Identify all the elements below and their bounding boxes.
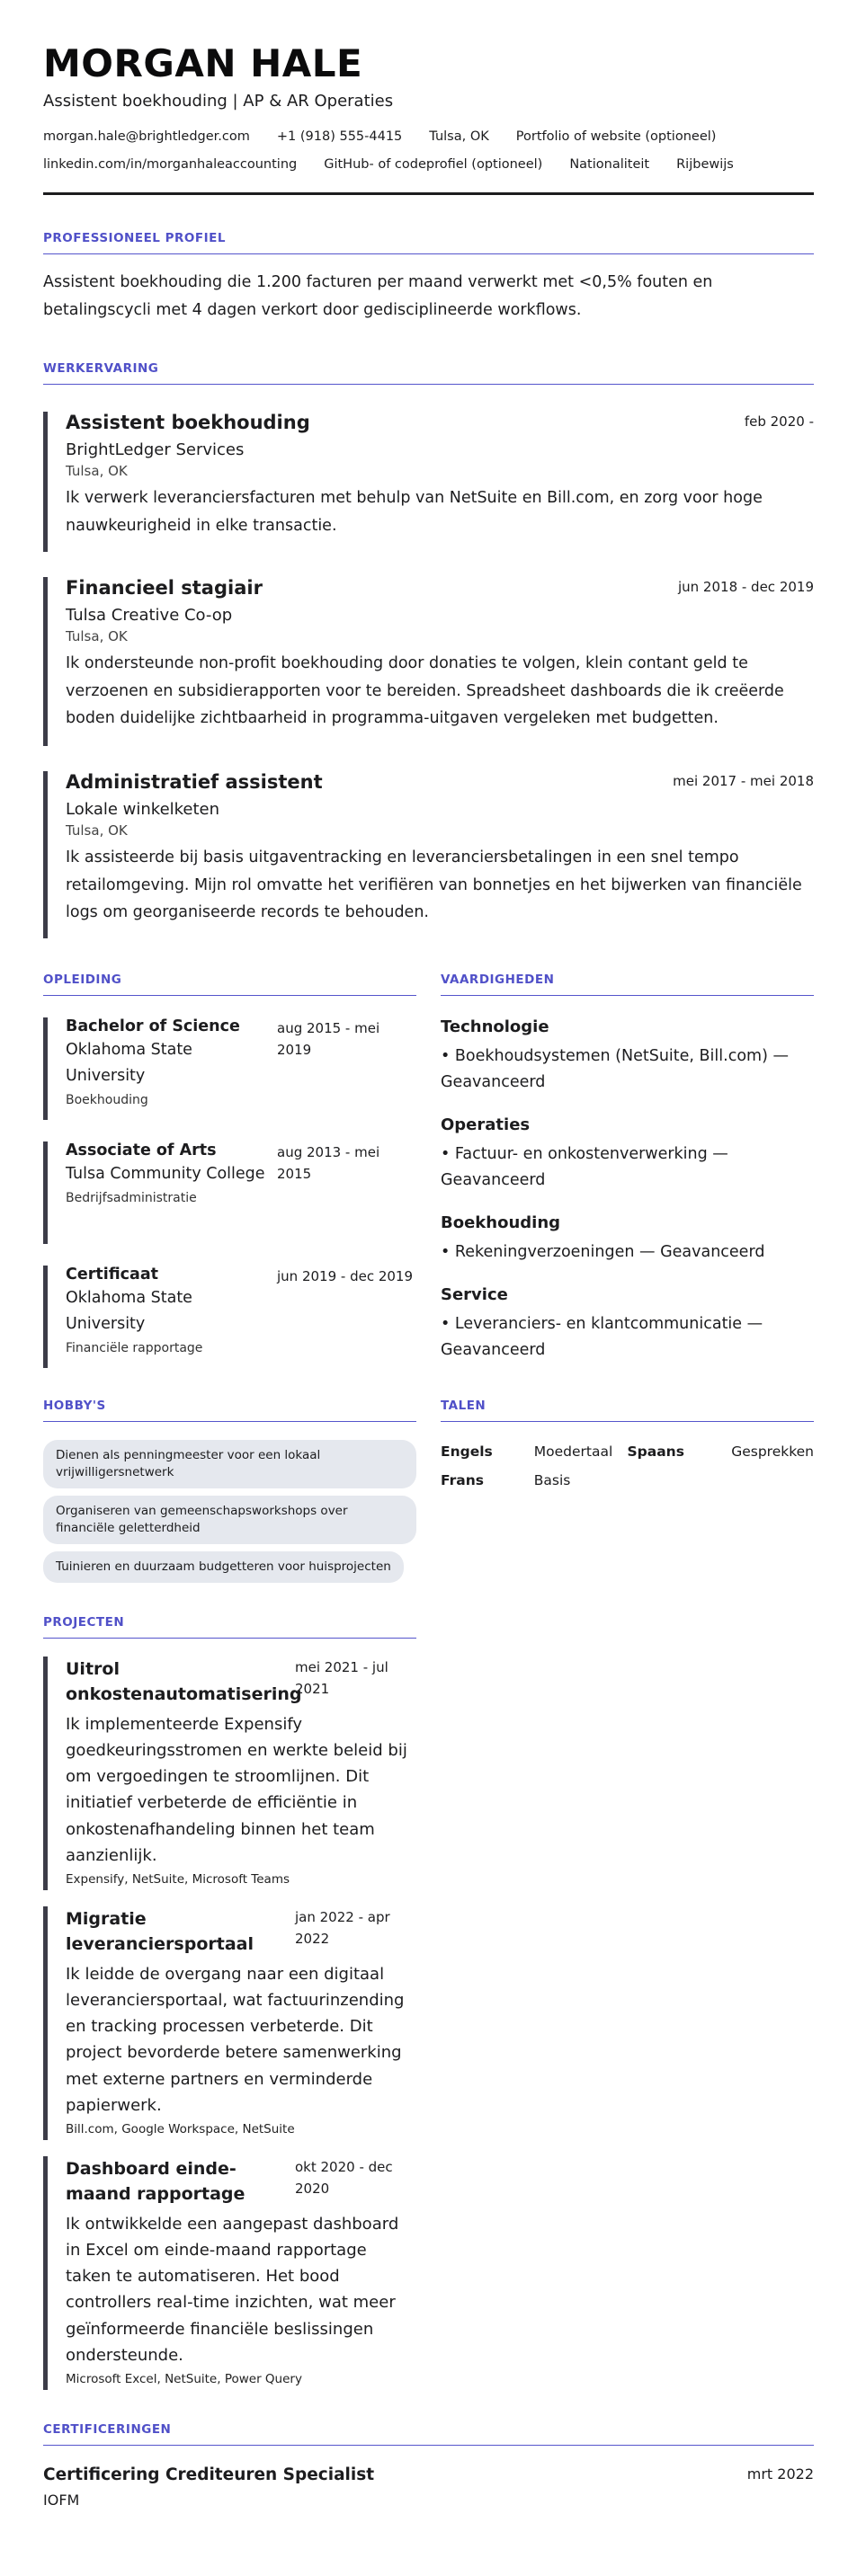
hobby-tag: Organiseren van gemeenschapsworkshops over financiële geletterdheid [43,1496,416,1544]
job-company: Lokale winkelketen [66,800,220,820]
hobbies-languages-row [43,1399,814,1582]
education-entry [43,1141,416,1244]
job-date: jun 2018 - dec 2019 [677,579,814,596]
job-date: feb 2020 - [744,413,814,431]
education-date: aug 2015 - mei 2019 [277,1020,380,1059]
education-field: Financiële rapportage [66,1341,203,1356]
project-tech: Microsoft Excel, NetSuite, Power Query [66,2371,302,2386]
project-tech: Bill.com, Google Workspace, NetSuite [66,2121,295,2136]
resume-header [43,43,814,195]
nationality: Nationaliteit [569,156,650,172]
header-divider [43,192,814,195]
language-level: Gesprekken [731,1443,814,1461]
skill-item: • Factuur- en onkostenverwerking — Geavanceerd [441,1145,728,1190]
summary-text: Assistent boekhouding die 1.200 facturen per maand verwerkt met <0,5% fouten en betalingscycli met 4 dagen verkort door gedisciplineerde workflows. [43,273,713,319]
contact-row [43,130,814,144]
project-entry [43,2156,416,2390]
project-name: Dashboard einde-maand rapportage [66,2158,245,2205]
education-section [43,973,416,1368]
project-date: jan 2022 - apr 2022 [295,1908,390,1947]
skills-section [441,973,814,1368]
job-description: Ik assisteerde bij basis uitgaventracking en leveranciersbetalingen in een snel tempo retailomgeving. Mijn rol omvatte het verifiëren van bonnetjes en het bijwerken van financiële logs om georganiseerde records te behouden. [66,848,802,921]
job-entry [43,412,814,552]
skill-category: Service [441,1284,508,1304]
hobbies-section [43,1399,416,1582]
hobby-tag: Tuinieren en duurzaam budgetteren voor huisprojecten [43,1551,404,1583]
projects-heading: PROJECTEN [43,1615,416,1639]
project-entry [43,1906,416,2140]
skill-item: • Rekeningverzoeningen — Geavanceerd [441,1242,765,1261]
language-name: Frans [441,1472,484,1489]
job-location: Tulsa, OK [66,463,128,480]
language-level: Basis [533,1472,571,1489]
language-level: Moedertaal [533,1443,613,1461]
job-entry [43,771,814,938]
hobby-list [43,1440,416,1488]
languages-heading: TALEN [441,1399,814,1422]
skill-group [441,1017,814,1096]
email-link[interactable]: morgan.hale@brightledger.com [43,129,250,145]
certifications-heading: CERTIFICERINGEN [43,2422,814,2446]
project-date: mei 2021 - jul 2021 [295,1658,388,1697]
job-description: Ik verwerk leveranciersfacturen met behulp van NetSuite en Bill.com, en zorg voor hoge nauwkeurigheid in elke transactie. [66,489,763,535]
language-name: Spaans [627,1443,684,1461]
education-skills-row [43,973,814,1368]
candidate-name: MORGAN HALE [43,41,363,85]
portfolio-link[interactable]: Portfolio of website (optioneel) [515,129,717,145]
location: Tulsa, OK [429,129,489,145]
skill-group [441,1115,814,1194]
job-description: Ik ondersteunde non-profit boekhouding door donaties te volgen, klein contant geld te verzoenen en subsidierapporten voor te bereiden. Spreadsheet dashboards die ik creëerde boden duidelijke zichtbaarheid in programma-uitgaven vergeleken met budgetten. [66,654,784,727]
education-field: Bedrijfsadministratie [66,1191,197,1206]
hobby-list [43,1551,416,1583]
education-degree: Bachelor of Science [66,1017,240,1036]
project-name: Uitrol onkostenautomatisering [66,1658,302,1705]
hobbies-heading: HOBBY'S [43,1399,416,1422]
skill-category: Operaties [441,1115,531,1135]
skill-category: Technologie [441,1017,549,1037]
language-list [441,1443,814,1488]
certification-date: mrt 2022 [746,2465,814,2483]
phone-number: +1 (918) 555-4415 [276,129,403,145]
education-date: aug 2013 - mei 2015 [277,1144,380,1183]
skill-category: Boekhouding [441,1212,561,1232]
education-field: Boekhouding [66,1093,148,1108]
certification-entry [43,2465,814,2509]
job-role: Assistent boekhouding [66,412,310,434]
certifications-section [43,2422,814,2509]
job-entry [43,577,814,746]
contact-row-secondary [43,158,814,172]
hobby-tag: Dienen als penningmeester voor een lokaal vrijwilligersnetwerk [43,1440,416,1488]
certification-name: Certificering Crediteuren Specialist [43,2465,375,2484]
linkedin-link[interactable]: linkedin.com/in/morganhaleaccounting [43,156,298,172]
job-company: Tulsa Creative Co-op [66,606,233,626]
education-school: Oklahoma State University [66,1289,192,1334]
github-link[interactable]: GitHub- of codeprofiel (optioneel) [324,156,543,172]
skill-item: • Boekhoudsystemen (NetSuite, Bill.com) — Geavanceerd [441,1047,789,1092]
skill-group [441,1285,814,1364]
project-description: Ik implementeerde Expensify goedkeuringsstromen en werkte beleid bij om vergoedingen te stroomlijnen. Dit initiatief verbeterde de efficiëntie in onkostenafhandeling binnen het team aanzienlijk. [66,1714,407,1865]
job-role: Financieel stagiair [66,577,263,600]
drivers-license: Rijbewijs [676,156,734,172]
project-description: Ik ontwikkelde een aangepast dashboard in Excel om einde-maand rapportage taken te automatiseren. Het bood controllers real-time inzichten, wat meer geïnformeerde financiële beslissingen ondersteunde. [66,2214,399,2365]
education-degree: Associate of Arts [66,1141,217,1160]
education-school: Oklahoma State University [66,1041,192,1086]
candidate-title: Assistent boekhouding | AP & AR Operaties [43,92,394,111]
education-date: jun 2019 - dec 2019 [277,1268,414,1285]
education-heading: OPLEIDING [43,973,416,996]
education-entry [43,1017,416,1120]
project-description: Ik leidde de overgang naar een digitaal leveranciersportaal, wat factuurinzending en tracking processen verbeterde. Dit project bevorderde betere samenwerking met externe partners en verminderde papierwerk. [66,1964,405,2115]
project-name: Migratie leveranciersportaal [66,1908,254,1955]
experience-heading: WERKERVARING [43,361,814,385]
job-location: Tulsa, OK [66,628,128,645]
job-role: Administratief assistent [66,771,323,794]
project-date: okt 2020 - dec 2020 [295,2158,393,2197]
skill-group [441,1213,814,1266]
language-name: Engels [441,1443,493,1461]
education-school: Tulsa Community College [66,1165,265,1184]
certification-issuer: IOFM [43,2491,80,2509]
projects-section [43,1615,416,2390]
job-location: Tulsa, OK [66,822,128,839]
project-tech: Expensify, NetSuite, Microsoft Teams [66,1871,290,1887]
education-degree: Certificaat [66,1266,159,1284]
summary-heading: PROFESSIONEEL PROFIEL [43,231,814,254]
job-company: BrightLedger Services [66,440,245,460]
skills-heading: VAARDIGHEDEN [441,973,814,996]
hobby-list [43,1496,416,1544]
project-entry [43,1657,416,1890]
skill-item: • Leveranciers- en klantcommunicatie — Geavanceerd [441,1314,763,1359]
job-date: mei 2017 - mei 2018 [673,773,814,790]
education-entry [43,1266,416,1368]
languages-section [441,1399,814,1582]
